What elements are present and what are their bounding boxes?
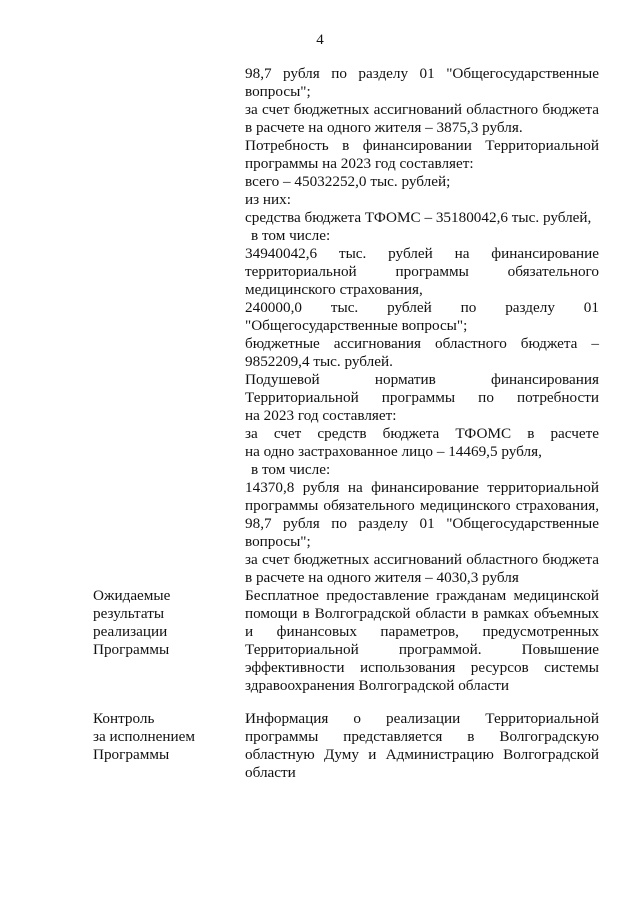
text-line: территориальной программы обязательного [245,263,599,280]
text-line: в том числе: [251,461,331,478]
label-line: реализации [93,623,168,640]
control-label [93,710,233,764]
label-line: за исполнением [93,728,195,745]
text-line: за счет бюджетных ассигнований областного бюджета [245,101,599,118]
text-line: в расчете на одного жителя – 4030,3 рубля [245,569,519,586]
text-line: вопросы"; [245,533,311,550]
text-line: всего – 45032252,0 тыс. рублей; [245,173,451,190]
text-line: программы обязательного медицинского страхования, [245,497,599,514]
text-line: медицинского страхования, [245,281,423,298]
text-line: программы на 2023 год составляет: [245,155,474,172]
text-line: Подушевой норматив финансирования [245,371,599,388]
text-line: на 2023 год составляет: [245,407,397,424]
text-line: на одно застрахованное лицо – 14469,5 рубля, [245,443,542,460]
text-line: 98,7 рубля по разделу 01 "Общегосударственные [245,515,599,532]
text-line: области [245,764,296,781]
text-line: Территориальной программы по потребности [245,389,599,406]
text-line: здравоохранения Волгоградской области [245,677,509,694]
text-line: за счет средств бюджета ТФОМС в расчете [245,425,599,442]
text-line: бюджетные ассигнования областного бюджета – [245,335,599,352]
text-line: 98,7 рубля по разделу 01 "Общегосударственные [245,65,599,82]
text-line: вопросы"; [245,83,311,100]
text-line: Территориальной программой. Повышение [245,641,599,658]
text-line: 14370,8 рубля на финансирование территориальной [245,479,599,496]
expected-results-label [93,587,233,659]
text-line: 9852209,4 тыс. рублей. [245,353,393,370]
text-line: Информация о реализации Территориальной [245,710,599,727]
text-line: помощи в Волгоградской области в рамках объемных [245,605,599,622]
text-line: областную Думу и Администрацию Волгоградской [245,746,599,763]
label-line: Программы [93,746,170,763]
text-line: и финансовых параметров, предусмотренных [245,623,599,640]
control-text [245,710,599,782]
financing-block [245,65,599,587]
label-line: Ожидаемые [93,587,171,604]
label-line: Программы [93,641,170,658]
text-line: 34940042,6 тыс. рублей на финансирование [245,245,599,262]
expected-results-text [245,587,599,695]
text-line: 240000,0 тыс. рублей по разделу 01 [245,299,599,316]
label-line: результаты [93,605,165,622]
text-line: Бесплатное предоставление гражданам медицинской [245,587,599,604]
text-line: из них: [245,191,291,208]
text-line: "Общегосударственные вопросы"; [245,317,468,334]
text-line: за счет бюджетных ассигнований областного бюджета [245,551,599,568]
text-line: Потребность в финансировании Территориальной [245,137,599,154]
text-line: средства бюджета ТФОМС – 35180042,6 тыс. рублей, [245,209,592,226]
text-line: эффективности использования ресурсов системы [245,659,599,676]
text-line: в расчете на одного жителя – 3875,3 рубля. [245,119,523,136]
text-line: программы представляется в Волгоградскую [245,728,599,745]
text-line: в том числе: [251,227,331,244]
page-number: 4 [316,32,324,48]
label-line: Контроль [93,710,155,727]
